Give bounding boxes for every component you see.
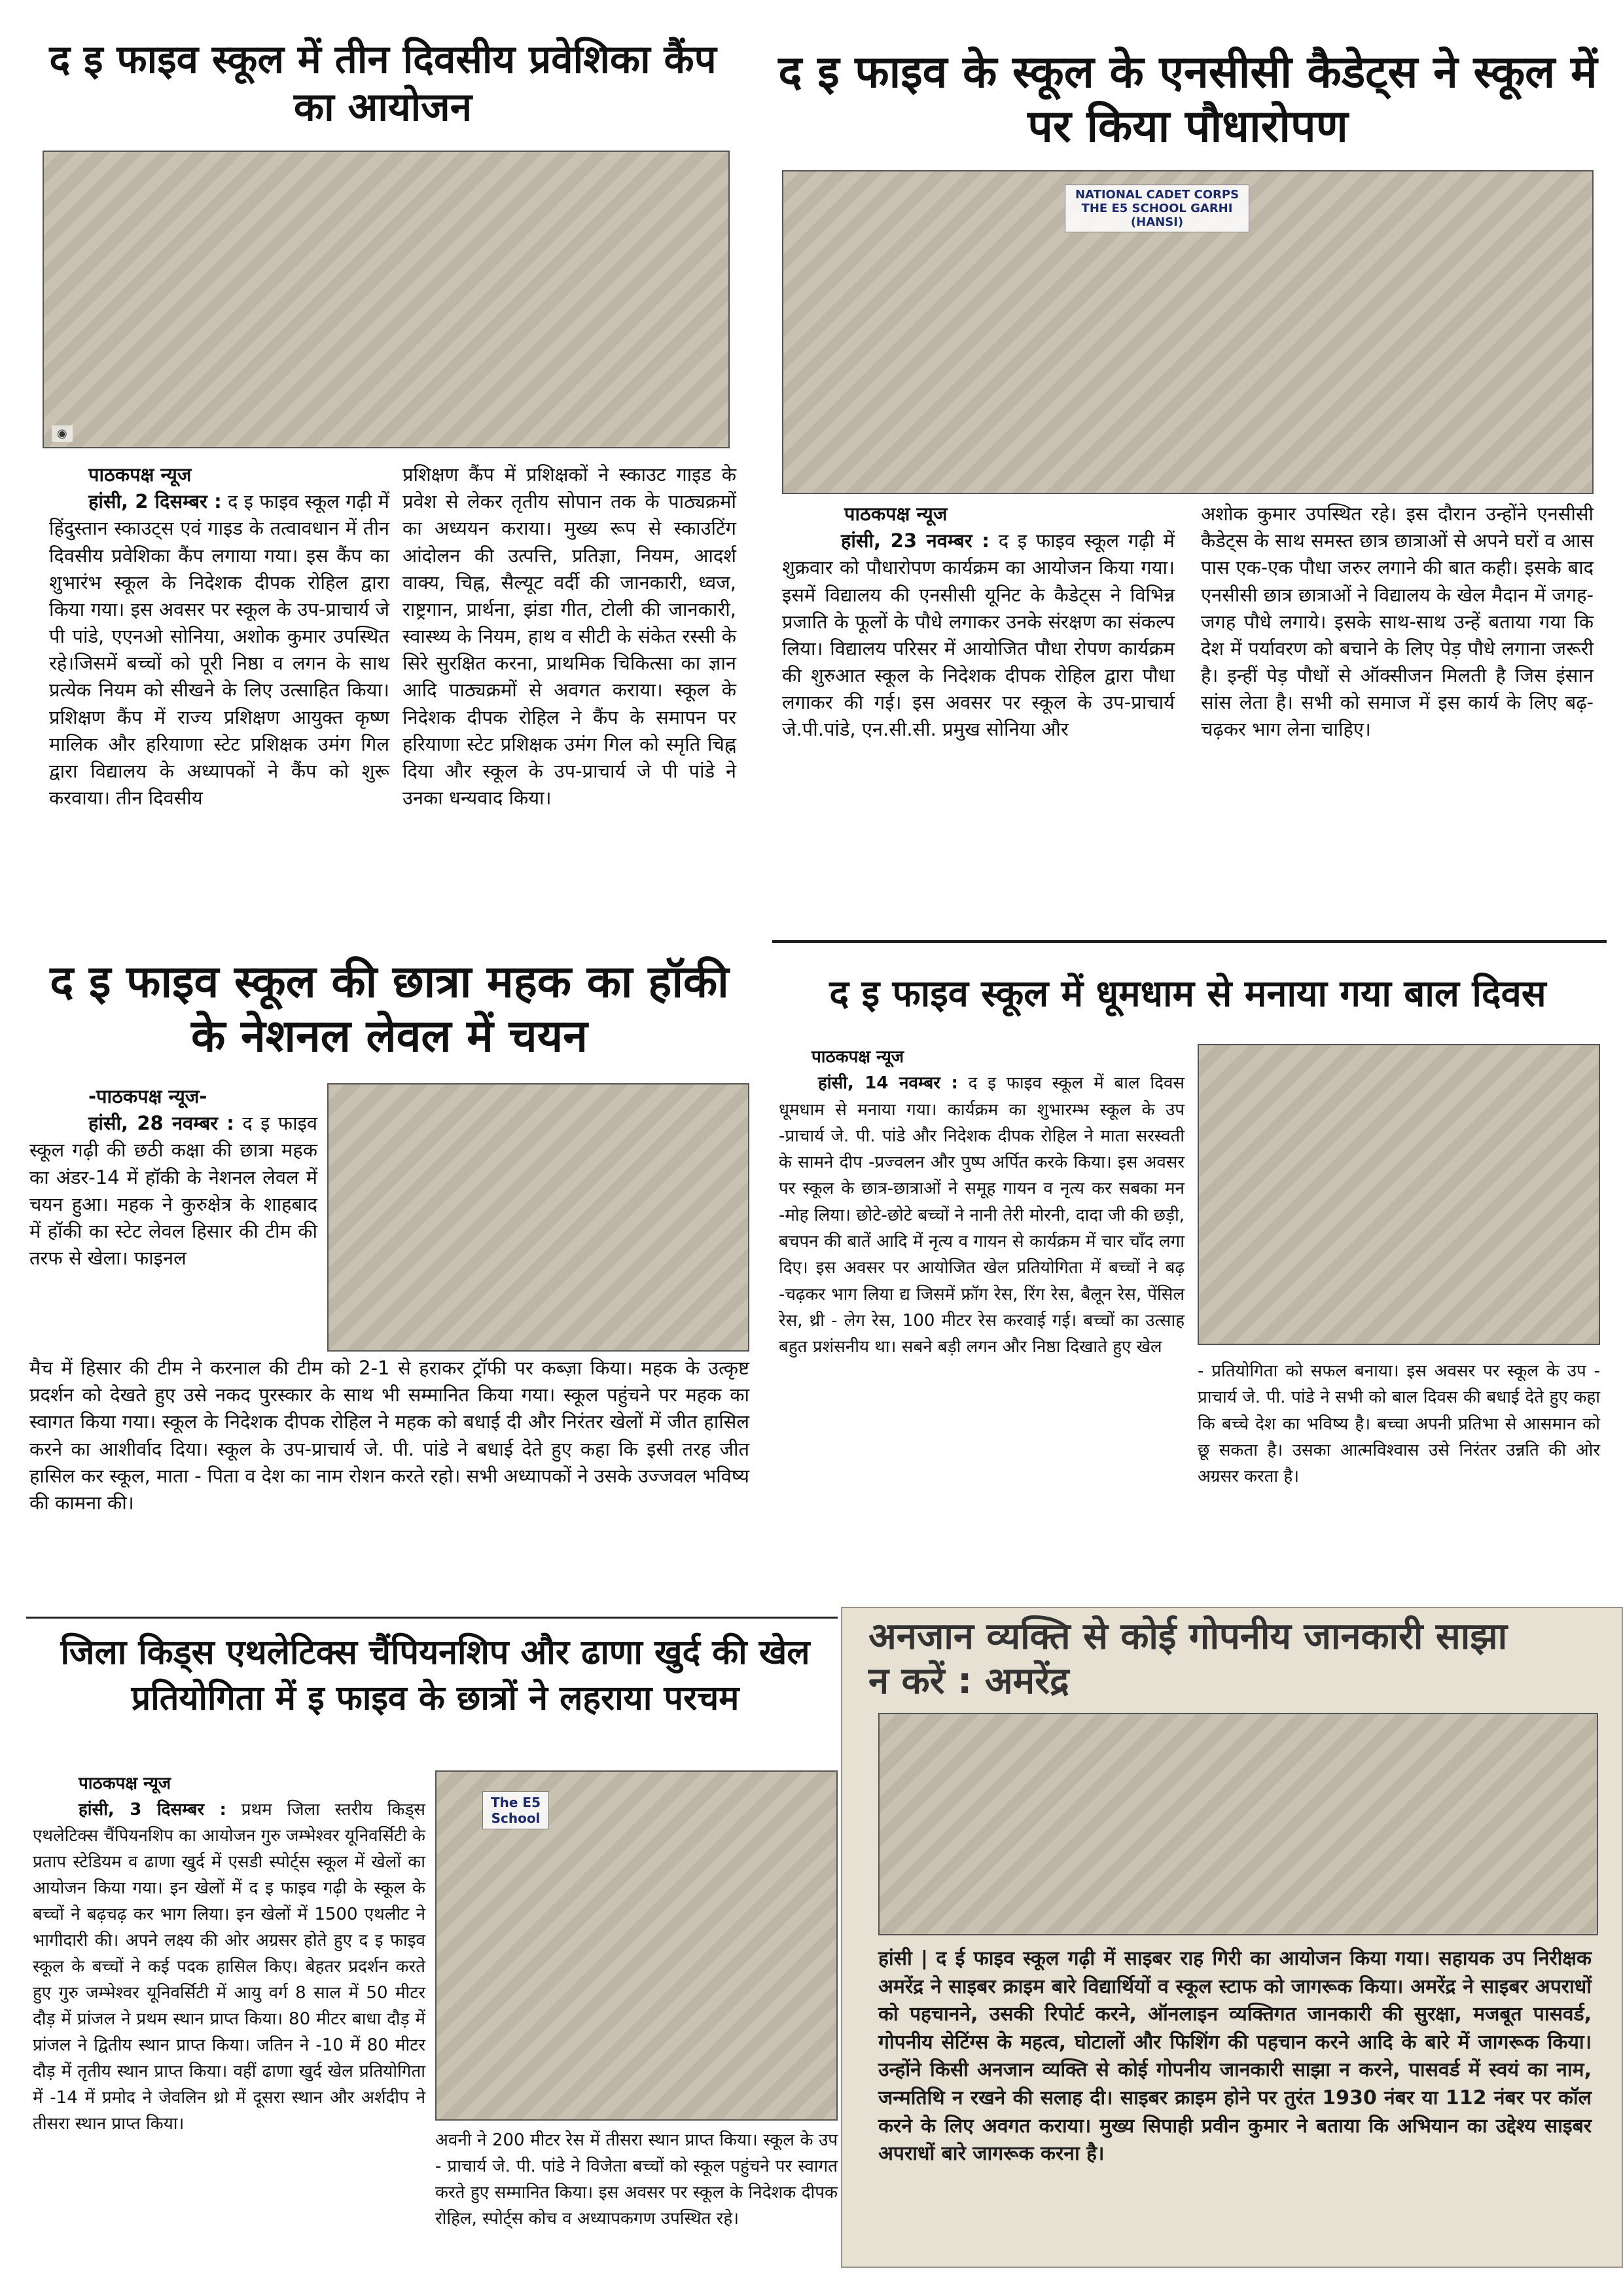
dateline: हांसी, 2 दिसम्बर : — [88, 490, 222, 513]
headline-childrens-day: द इ फाइव स्कूल में धूमधाम से मनाया गया बाल दिवस — [829, 973, 1546, 1015]
article-hockey-selection — [26, 956, 753, 1604]
byline: पाठकपक्ष न्यूज — [844, 503, 948, 525]
section-divider — [26, 1617, 838, 1619]
ncc-plantation-photo — [782, 170, 1594, 494]
article-childrens-day — [769, 956, 1607, 1584]
athletics-col2 — [435, 2127, 838, 2232]
byline: पाठकपक्ष न्यूज — [88, 463, 192, 486]
ncc-banner: NATIONAL CADET CORPS THE E5 SCHOOL GARHI (HANSI) — [1065, 185, 1249, 232]
dateline: हांसी, 28 नवम्बर : — [88, 1112, 234, 1135]
hockey-selection-photo — [327, 1083, 749, 1352]
body-text: प्रथम जिला स्तरीय किड्स एथलेटिक्स चैंपियनशिप का आयोजन गुरु जम्भेश्वर यूनिवर्सिटी के प्रताप स्टेडियम व ढाणा खुर्द में एसडी स्पोर्ट्स स्कूल में खेलों का आयोजन किया गया। इन खेलों में द इ फाइव गढ़ी के स्कूल के बच्चों ने बढ़चढ़ कर भाग लिया। इन खेलों में 1500 एथलीट ने भागीदारी की। अपने लक्ष्य की ओर अग्रसर होते हुए द इ फाइव स्कूल के बच्चों ने कई पदक हासिल किए। बेहतर प्रदर्शन करते हुए गुरु जम्भेश्वर यूनिवर्सिटी में आयु वर्ग 8 साल में 50 मीटर दौड़ में प्रांजल ने प्रथम स्थान प्राप्त किया। 80 मीटर बाधा दौड़ में प्रांजल ने द्वितीय स्थान प्राप्त किया। जतिन ने -10 में 80 मीटर दौड़ में तृतीय स्थान प्राप्त किया। वहीं ढाणा खुर्द खेल प्रतियोगिता में -14 में प्रमोद ने जेवलिन थ्रो में दूसरा स्थान और अर्शदीप ने तीसरा स्थान प्राप्त किया। — [33, 1800, 425, 2134]
headline-scout-camp: द इ फाइव स्कूल में तीन दिवसीय प्रवेशिका कैंप का आयोजन — [49, 37, 717, 131]
body-text: द ई फाइव स्कूल गढ़ी में साइबर राह गिरी का आयोजन किया गया। सहायक उप निरीक्षक अमरेंद्र ने साइबर क्राइम बारे विद्यार्थियों व स्कूल स्टाफ को जागरूक किया। अमरेंद्र ने साइबर अपराधों को पहचानने, उसकी रिपोर्ट करने, ऑनलाइन व्यक्तिगत जानकारी की सुरक्षा, मजबूत पासवर्ड, गोपनीय सेटिंग्स के महत्व, घोटालों और फिशिंग की पहचान करने आदि के बारे में जागरूक किया। उन्होंने किसी अनजान व्यक्ति से कोई गोपनीय जानकारी साझा न करने, पासवर्ड में स्वयं का नाम, जन्मतिथि न रखने की सलाह दी। साइबर क्राइम होने पर तुरंत 1930 नंबर या 112 नंबर पर कॉल करने के लिए अवगत कराया। मुख्य सिपाही प्रवीन कुमार ने बताया कि अभियान का उद्देश्य साइबर अपराधों बारे जागरूक करना है। — [878, 1947, 1592, 2166]
body-text: अवनी ने 200 मीटर रेस में तीसरा स्थान प्राप्त किया। स्कूल के उप - प्राचार्य जे. पी. पांडे ने विजेता बच्चों को स्कूल पहुंचने पर स्वागत करते हुए सम्मानित किया। इस अवसर पर स्कूल के निदेशक दीपक रोहिल, स्पोर्ट्स कोच व अध्यापकगण उपस्थित रहे। — [435, 2130, 838, 2229]
scout-camp-col2 — [402, 461, 736, 812]
article-scout-camp — [26, 36, 743, 942]
body-text: मैच में हिसार की टीम ने करनाल की टीम को 2-1 से हराकर ट्रॉफी पर कब्ज़ा किया। महक के उत्कृष्ट प्रदर्शन को देखते हुए उसे नकद पुरस्कार के साथ भी सम्मानित किया गया। स्कूल पहुंचने पर महक का स्वागत किया गया। स्कूल के निदेशक दीपक रोहिल ने महक को बधाई दी और निरंतर खेलों में जीत हासिल करने का आशीर्वाद दिया। स्कूल के उप-प्राचार्य जे. पी. पांडे ने बधाई देते हुए कहा कि इसी तरह जीत हासिल कर स्कूल, माता - पिता व देश का नाम रोशन करते रहो। सभी अध्यापकों ने उसके उज्जवल भविष्य की कामना की। — [29, 1357, 749, 1514]
photo-placeholder-label: ◉ — [52, 425, 73, 442]
article-athletics-championship — [26, 1630, 844, 2284]
byline: -पाठकपक्ष न्यूज- — [88, 1085, 207, 1107]
hockey-selection-col1 — [29, 1083, 317, 1272]
cyber-awareness-photo — [878, 1713, 1598, 1935]
athletics-winners-photo — [435, 1770, 838, 2121]
ncc-plantation-col1 — [782, 501, 1175, 744]
byline: पाठकपक्ष न्यूज — [812, 1047, 904, 1067]
body-text: - प्रतियोगिता को सफल बनाया। इस अवसर पर स्कूल के उप - प्राचार्य जे. पी. पांडे ने सभी को बाल दिवस की बधाई देते हुए कहा कि बच्चे देश का भविष्य है। बच्चा अपनी प्रतिभा से आसमान को छू सकता है। उसका आत्मविश्वास उसे निरंतर उन्नति की ओर अग्रसर करता है। — [1198, 1361, 1600, 1487]
body-text: प्रशिक्षण कैंप में प्रशिक्षकों ने स्काउट गाइड के प्रवेश से लेकर तृतीय सोपान तक के पाठ्यक्रमों का अध्ययन कराया। मुख्य रूप से स्काउटिंग आंदोलन की उत्पत्ति, प्रतिज्ञा, नियम, आदर्श वाक्य, चिह्न, सैल्यूट वर्दी की जानकारी, ध्वज, राष्ट्रगान, प्रार्थना, झंडा गीत, टोली की जानकारी, स्वास्थ्य के नियम, हाथ व सीटी के संकेत रस्सी के सिरे सुरक्षित करना, प्राथमिक चिकित्सा का ज्ञान आदि पाठ्यक्रमों से अवगत कराया। स्कूल के निदेशक दीपक रोहिल ने कैंप के समापन पर हरियाणा स्टेट प्रशिक्षक उमंग गिल को स्मृति चिह्न दिया और स्कूल के उप-प्राचार्य जे पी पांडे ने उनका धन्यवाद किया। — [402, 463, 736, 810]
headline-hockey-selection: द इ फाइव स्कूल की छात्रा महक का हॉकी के नेशनल लेवल में चयन — [50, 956, 729, 1062]
scout-camp-photo — [43, 151, 730, 448]
body-text: द इ फाइव स्कूल में बाल दिवस धूमधाम से मनाया गया। कार्यक्रम का शुभारम्भ स्कूल के उप -प्राचार्य जे. पी. पांडे और निदेशक दीपक रोहिल ने माता सरस्वती के सामने दीप -प्रज्वलन और पुष्प अर्पित करके किया। इस अवसर पर स्कूल के छात्र-छात्राओं ने समूह गायन व नृत्य कर सबका मन -मोह लिया। छोटे-छोटे बच्चों ने नानी तेरी मोरनी, दादा जी की छड़ी, बचपन की बातें आदि में नृत्य व गायन से कार्यक्रम में चार चाँद लगा दिए। इस अवसर पर आयोजित खेल प्रतियोगिता में बच्चों ने बढ़ -चढ़कर भाग लिया द्य जिसमें फ्रॉग रेस, रिंग रेस, बैलून रेस, पेंसिल रेस, थ्री - लेग रेस, 100 मीटर रेस करवाई गई। बच्चों का उत्साह बहुत प्रशंसनीय था। सबने बड़ी लगन और निष्ठा दिखाते हुए खेल — [779, 1073, 1185, 1357]
dateline: हांसी, 3 दिसम्बर : — [79, 1800, 226, 1820]
cyber-awareness-body — [878, 1945, 1592, 2168]
athletics-col1 — [33, 1770, 425, 2137]
article-cyber-awareness — [841, 1607, 1623, 2268]
dateline: हांसी | — [878, 1947, 928, 1970]
headline-ncc-plantation: द इ फाइव के स्कूल के एनसीसी कैडेट्स ने स्कूल में पर किया पौधारोपण — [778, 46, 1597, 152]
childrens-day-photo — [1198, 1044, 1600, 1345]
school-logo: The E5 School — [482, 1791, 549, 1829]
childrens-day-col2 — [1198, 1358, 1600, 1490]
ncc-plantation-col2 — [1201, 501, 1594, 744]
dateline: हांसी, 23 नवम्बर : — [841, 529, 990, 552]
hockey-selection-wide — [29, 1355, 749, 1516]
body-text: अशोक कुमार उपस्थित रहे। इस दौरान उन्होंने एनसीसी कैडेट्स के साथ समस्त छात्र छात्राओं से अपने घरों व आस पास एक-एक पौधा जरुर लगाने की बात कही। इसके बाद एनसीसी छात्र छात्राओं ने विद्यालय के खेल मैदान में जगह-जगह पौधे लगाये। इसके साथ-साथ उन्हें बताया गया कि देश में पर्यावरण को बचाने के लिए पेड़ पौधे लगाना जरूरी है। इन्हीं पेड़ पौधों से ऑक्सीजन मिलती है जिस इंसान सांस लेता है। सभी को समाज में इस कार्य के लिए बढ़-चढ़कर भाग लेना चाहिए। — [1201, 503, 1594, 741]
body-text: द इ फाइव स्कूल गढ़ी में हिंदुस्तान स्काउट्स एवं गाइड के तत्वावधान में तीन दिवसीय प्रवेशिका कैंप लगाया गया। इस कैंप का शुभारंभ स्कूल के निदेशक दीपक रोहिल द्वारा किया गया। इस अवसर पर स्कूल के उप-प्राचार्य जे पी पांडे, एएनओ सोनिया, अशोक कुमार उपस्थित रहे।जिसमें बच्चों को पूरी निष्ठा व लगन के साथ प्रत्येक नियम को सीखने के लिए उत्साहित किया। प्रशिक्षण कैंप में राज्य प्रशिक्षण आयुक्त कृष्ण मालिक और हरियाणा स्टेट प्रशिक्षक उमंग गिल द्वारा विद्यालय के अध्यापकों ने कैंप को शुरू करवाया। तीन दिवसीय — [49, 490, 390, 810]
body-text: द इ फाइव स्कूल गढ़ी की छठी कक्षा की छात्रा महक का अंडर-14 में हॉकी के नेशनल लेवल में चयन हुआ। महक ने कुरुक्षेत्र के शाहबाद में हॉकी का स्टेट लेवल हिसार की टीम की तरफ से खेला। फाइनल — [29, 1112, 317, 1270]
article-ncc-plantation — [769, 36, 1607, 906]
childrens-day-col1 — [779, 1044, 1185, 1361]
byline: पाठकपक्ष न्यूज — [79, 1774, 171, 1793]
section-divider — [772, 940, 1607, 943]
scout-camp-col1 — [49, 461, 389, 812]
headline-cyber-awareness: अनजान व्यक्ति से कोई गोपनीय जानकारी साझा न करें : अमरेंद्र — [868, 1615, 1508, 1703]
dateline: हांसी, 14 नवम्बर : — [818, 1073, 958, 1094]
body-text: द इ फाइव स्कूल गढ़ी में शुक्रवार को पौधारोपण कार्यक्रम का आयोजन किया गया। इसमें विद्यालय की एनसीसी यूनिट के कैडेट्स ने विभिन्न प्रजाति के फूलों के पौधे लगाकर उनके संरक्षण का संकल्प लिया। विद्यालय परिसर में आयोजित पौधा रोपण कार्यक्रम की शुरुआत स्कूल के निदेशक दीपक रोहिल द्वारा पौधा लगाकर की गई। इस अवसर पर स्कूल के उप-प्राचार्य जे.पी.पांडे, एन.सी.सी. प्रमुख सोनिया और — [782, 529, 1175, 741]
headline-athletics-championship: जिला किड्स एथलेटिक्स चैंपियनशिप और ढाणा खुर्द की खेल प्रतियोगिता में इ फाइव के छात्रों ने लहराया परचम — [60, 1633, 810, 1719]
